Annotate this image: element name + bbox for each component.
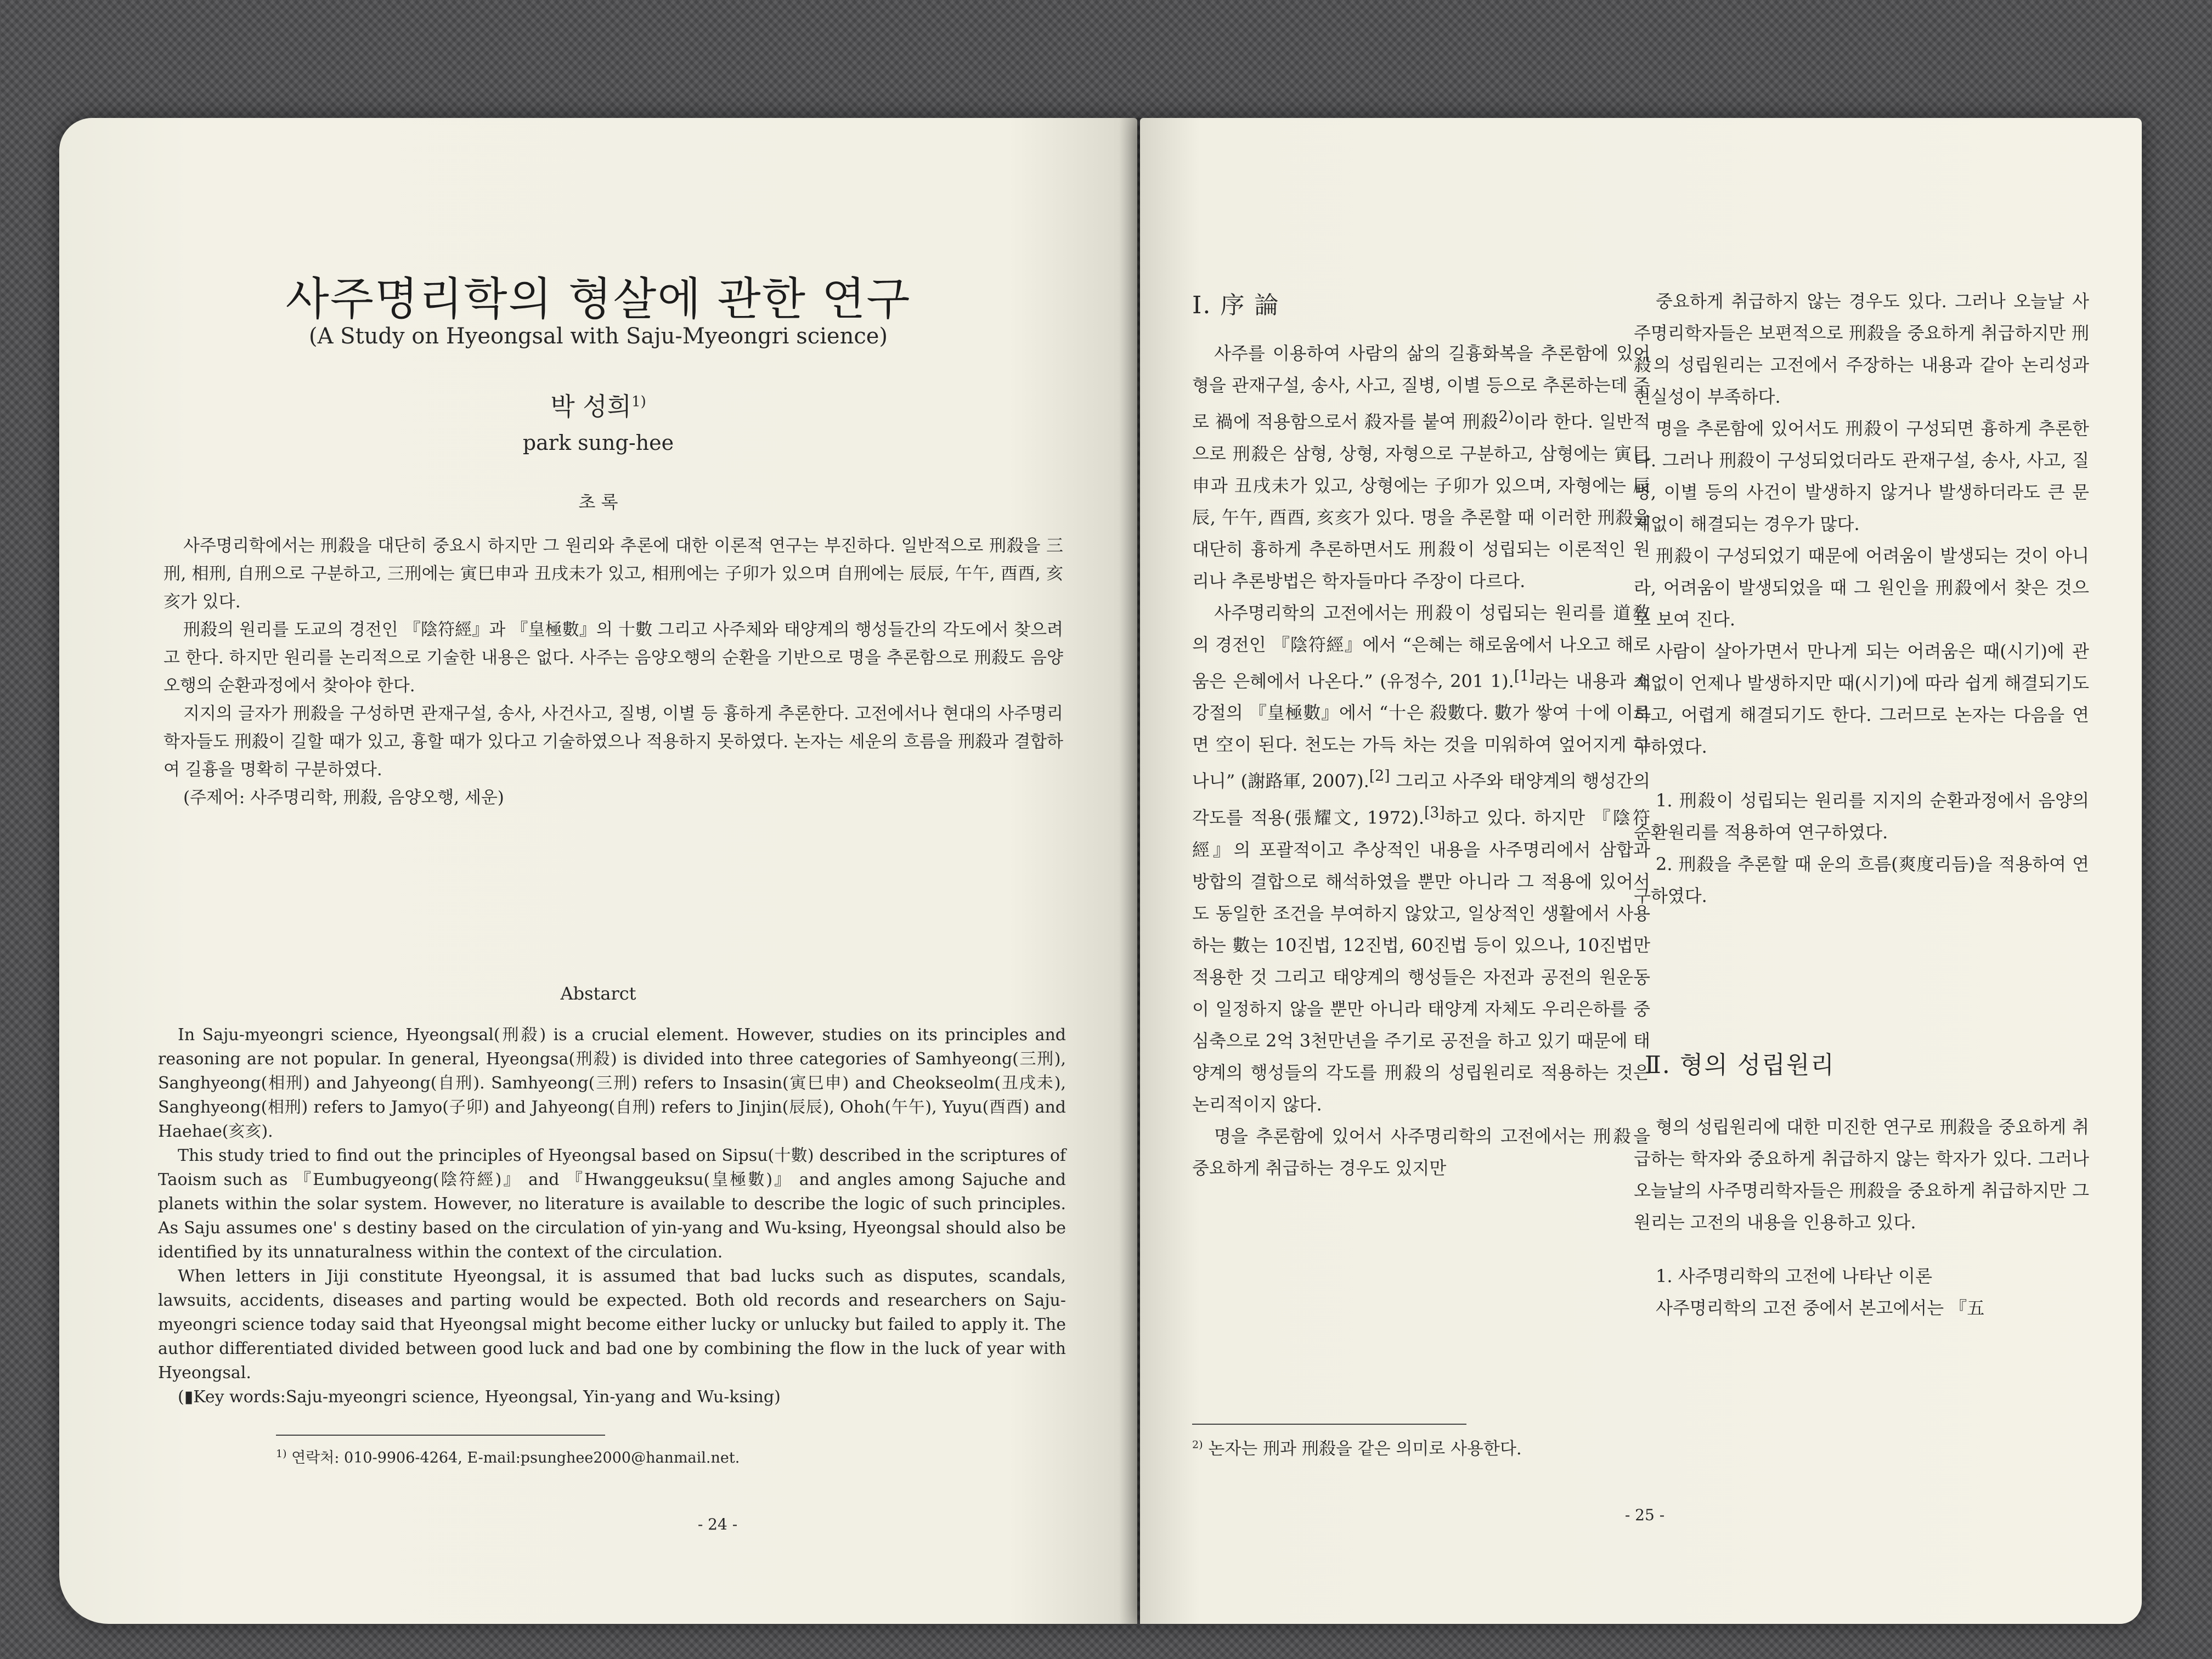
paper-title: 사주명리학의 형살에 관한 연구 — [285, 273, 911, 325]
author-footnote-mark: 1) — [631, 393, 646, 410]
footnote — [276, 1446, 1099, 1467]
subsection-title: 1. 사주명리학의 고전에 나타난 이론 — [1656, 1266, 1932, 1286]
citation-ref: [1] — [1514, 667, 1535, 685]
page-number: - 24 - — [697, 1515, 738, 1533]
principle-column — [1634, 1111, 2089, 1324]
intro-paragraph: 명을 추론함에 있어서 사주명리학의 고전에서는 刑殺을 중요하게 취급하는 경우도 있지만 — [1192, 1125, 1650, 1178]
abstract-ko-paragraph: 지지의 글자가 刑殺을 구성하면 관재구설, 송사, 사건사고, 질병, 이별 등 흉하게 추론한다. 고전에서나 현대의 사주명리학자들도 刑殺이 길할 때가 있고, 흉할 때가 있다고 기술하였으나 적용하지 못하였다. 논자는 세운의 흐름을 刑殺과 결합하여 길흉을 명확히 구분하였다. — [163, 704, 1063, 780]
research-list-item: 2. 刑殺을 추론할 때 운의 흐름(爽度리듬)을 적용하여 연구하였다. — [1634, 854, 2089, 906]
intro-paragraph — [1192, 337, 1650, 597]
intro-text: 사주명리학의 고전에서는 刑殺이 성립되는 원리를 道敎의 경전인 『陰符經』에서 “은혜는 해로움에서 나오고 해로움은 은혜에서 나온다.” (유정수, 201 1). — [1192, 602, 1650, 692]
footnote-ref: 2) — [1498, 408, 1514, 425]
intro-paragraph: 刑殺이 구성되었기 때문에 어려움이 발생되는 것이 아니라, 어려움이 발생되었을 때 그 원인을 刑殺에서 찾은 것으로 보여 진다. — [1634, 545, 2089, 630]
author-korean-name: 박 성희 — [550, 392, 632, 421]
footnote-rule — [276, 1435, 605, 1436]
author-english: park sung-hee — [522, 431, 674, 455]
abstract-en-heading: Abstarct — [560, 983, 636, 1004]
intro-text: 사주를 이용하여 사람의 삶의 길흉화복을 추론함에 있어 형을 관재구설, 송사, 사고, 질병, 이별 등으로 추론하는데 주로 禍에 적용함으로서 殺자를 붙여 刑殺 — [1192, 343, 1650, 432]
intro-text: 이라 한다. 일반적으로 刑殺은 삼형, 상형, 자형으로 구분하고, 삼형에는 寅巳申과 丑戌未가 있고, 상형에는 子卯가 있으며, 자형에는 辰辰, 午午, 酉酉, 亥亥가 있다. 명을 추론할 때 이러한 刑殺을 대단히 흉하게 추론하면서도 刑殺이 성립되는 이론적인 원리나 추론방법은 학자들마다 주장이 다르다. — [1192, 411, 1650, 591]
intro-text: 라는 내용과 소강절의 『皇極數』에서 “十은 殺數다. 數가 쌓여 十에 이르면 空이 된다. 천도는 가득 차는 것을 미워하여 엎어지게 하나니” (謝路軍, 2007). — [1192, 670, 1650, 792]
footnote — [1192, 1435, 1664, 1459]
abstract-ko-paragraph: 사주명리학에서는 刑殺을 대단히 중요시 하지만 그 원리와 추론에 대한 이론적 연구는 부진하다. 일반적으로 刑殺을 三刑, 相刑, 自刑으로 구분하고, 三刑에는 寅巳申과 丑戌未가 있고, 相刑에는 子卯가 있으며 自刑에는 辰辰, 午午, 酉酉, 亥亥가 있다. — [163, 536, 1063, 612]
principle-paragraph: 사주명리학의 고전 중에서 본고에서는 『五 — [1656, 1297, 1985, 1318]
research-list-item: 1. 刑殺이 성립되는 원리를 지지의 순환과정에서 음양의 순환원리를 적용하여 연구하였다. — [1634, 790, 2089, 843]
citation-ref: [2] — [1369, 768, 1390, 785]
intro-paragraph: 명을 추론함에 있어서도 刑殺이 구성되면 흉하게 추론한다. 그러나 刑殺이 구성되었더라도 관재구설, 송사, 사고, 질병, 이별 등의 사건이 발생하지 않거나 발생하더라도 큰 문제없이 해결되는 경우가 많다. — [1634, 418, 2089, 534]
abstract-ko-paragraph: 刑殺의 원리를 도교의 경전인 『陰符經』과 『皇極數』의 十數 그리고 사주체와 태양계의 행성들간의 각도에서 찾으려고 한다. 하지만 원리를 논리적으로 기술한 내용은 없다. 사주는 음양오행의 순환을 기반으로 명을 추론함으로 刑殺도 음양오행의 순환과정에서 찾아야 한다. — [163, 620, 1063, 696]
page-number: - 25 - — [1624, 1506, 1665, 1524]
paper-subtitle: (A Study on Hyeongsal with Saju-Myeongri science) — [308, 324, 888, 349]
intro-text: 그리고 사주와 태양계의 행성간의 각도를 적용(張耀文, 1972). — [1192, 770, 1650, 828]
principle-paragraph: 형의 성립원리에 대한 미진한 연구로 刑殺을 중요하게 취급하는 학자와 중요하게 취급하지 않는 학자가 있다. 그러나 오늘날의 사주명리학자들은 刑殺을 중요하게 취급하지만 그 원리는 고전의 내용을 인용하고 있다. — [1634, 1116, 2089, 1233]
intro-column-1 — [1192, 337, 1650, 1184]
abstract-en-keywords: (▮Key words:Saju-myeongri science, Hyeongsal, Yin-yang and Wu-ksing) — [178, 1387, 781, 1407]
intro-paragraph: 사람이 살아가면서 만나게 되는 어려움은 때(시기)에 관계없이 언제나 발생하지만 때(시기)에 따라 쉽게 해결되기도 하고, 어렵게 해결되기도 한다. 그러므로 논자는 다음을 연구하였다. — [1634, 641, 2089, 757]
footnote-mark: 1) — [276, 1448, 287, 1460]
intro-paragraph: 중요하게 취급하지 않는 경우도 있다. 그러나 오늘날 사주명리학자들은 보편적으로 刑殺을 중요하게 취급하지만 刑殺의 성립원리는 고전에서 주장하는 내용과 같아 논리성과 현실성이 부족하다. — [1634, 291, 2089, 407]
abstract-en-paragraph: This study tried to find out the principles of Hyeongsal based on Sipsu(十數) described in the scriptures of Taoism such as 『Eumbugyeong(陰符經)』 and 『Hwanggeuksu(皇極數)』 and angles among Sajuche and planets within the solar system. However, no literature is available to describe the logic of such principles. As Saju assumes one' s destiny based on the circulation of yin-yang and Wu-ksing, Hyeongsal should also be identified by its unnaturalness within the context of the circulation. — [158, 1146, 1066, 1262]
author-korean — [59, 387, 1137, 423]
footnote-mark: 2) — [1192, 1438, 1203, 1451]
section-title-principle: Ⅱ. 형의 성립원리 — [1645, 1051, 1835, 1079]
intro-paragraph — [1192, 597, 1650, 1120]
intro-text: 하고 있다. 하지만 『陰符經』의 포괄적이고 추상적인 내용을 사주명리에서 삼합과 방합의 결합으로 해석하였을 뿐만 아니라 그 적용에 있어서도 동일한 조건을 부여하지 않았고, 일상적인 생활에서 사용하는 數는 10진법, 12진법, 60진법 등이 있으나, 10진법만 적용한 것 그리고 태양계의 행성들은 자전과 공전의 원운동이 일정하지 않을 뿐만 아니라 태양계 자체도 우리은하를 중심축으로 2억 3천만년을 주기로 공전을 하고 있기 때문에 태양계의 행성들의 각도를 刑殺의 성립원리로 적용하는 것은 논리적이지 않다. — [1192, 807, 1651, 1115]
citation-ref: [3] — [1424, 804, 1445, 821]
section-title-intro: Ⅰ. 序 論 — [1192, 291, 1280, 319]
right-page — [1140, 118, 2142, 1624]
abstract-ko — [163, 532, 1063, 812]
abstract-en — [158, 1023, 1066, 1409]
abstract-en-paragraph: In Saju-myeongri science, Hyeongsal(刑殺) is a crucial element. However, studies on its principles and reasoning are not popular. In general, Hyeongsa(刑殺) is divided into three categories of Samhyeong(三刑), Sanghyeong(相刑) and Jahyeong(自刑). Samhyeong(三刑) refers to Insasin(寅巳申) and Cheokseolm(丑戌未), Sanghyeong(相刑) refers to Jamyo(子卯) and Jahyeong(自刑) refers to Jinjin(辰辰), Ohoh(午午), Yuyu(酉酉) and Haehae(亥亥). — [158, 1025, 1066, 1141]
abstract-ko-keywords: (주제어: 사주명리학, 刑殺, 음양오행, 세운) — [183, 788, 504, 808]
footnote-text: 논자는 刑과 刑殺을 같은 의미로 사용한다. — [1208, 1439, 1522, 1459]
intro-column-2 — [1634, 285, 2089, 912]
footnote-text: 연락처: 010-9906-4264, E-mail:psunghee2000@hanmail.net. — [291, 1449, 740, 1466]
footnote-rule — [1192, 1424, 1466, 1425]
left-page — [59, 118, 1137, 1624]
abstract-ko-heading: 초 록 — [578, 492, 618, 512]
abstract-en-paragraph: When letters in Jiji constitute Hyeongsal, it is assumed that bad lucks such as disputes, scandals, lawsuits, accidents, diseases and parting would be expected. Both old records and researchers on Saju-myeongri science today said that Hyeongsal might become either lucky or unlucky but failed to apply it. The author differentiated divided between good luck and bad one by combining the flow in the luck of year with Hyeongsal. — [158, 1267, 1066, 1383]
